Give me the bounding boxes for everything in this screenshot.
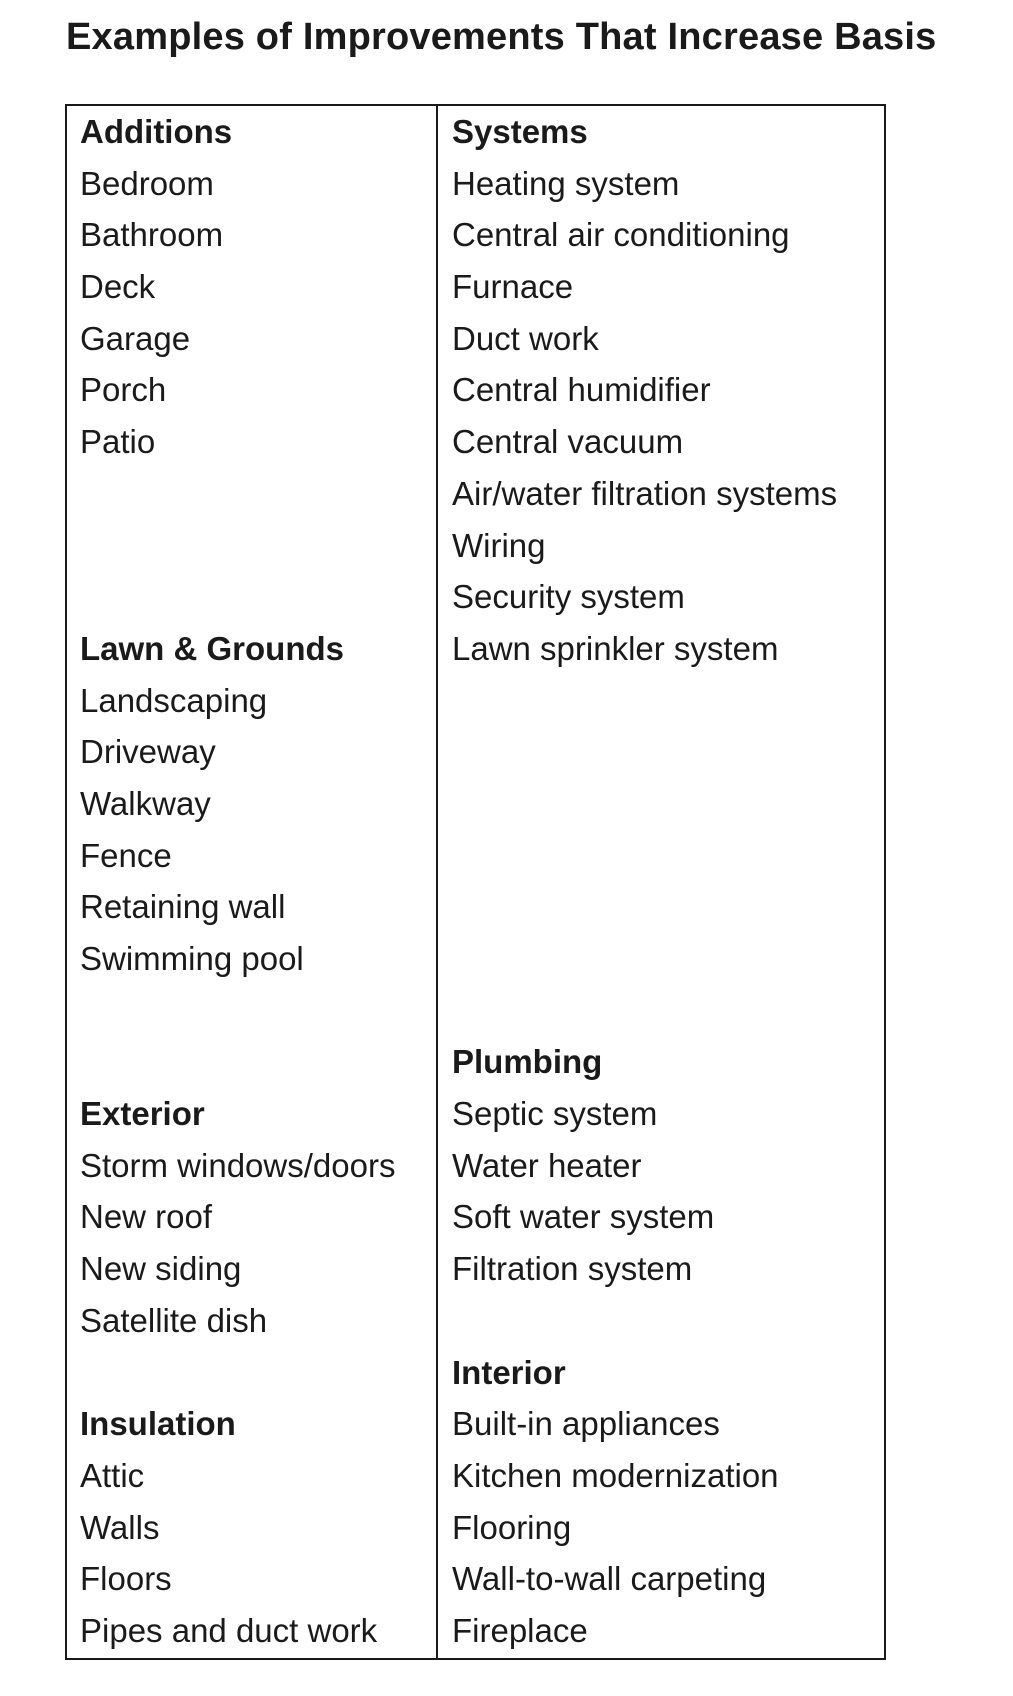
list-item: Satellite dish — [80, 1301, 268, 1339]
list-item: Patio — [80, 423, 156, 461]
list-item: Septic system — [452, 1095, 658, 1133]
section-heading: Insulation — [80, 1405, 236, 1443]
column-divider — [436, 104, 438, 1660]
list-item: Central air conditioning — [452, 216, 790, 254]
section-heading: Systems — [452, 113, 588, 150]
list-item: Deck — [80, 268, 156, 306]
list-item: Storm windows/doors — [80, 1146, 396, 1184]
section-heading: Lawn & Grounds — [80, 629, 344, 667]
list-item: Security system — [452, 578, 685, 616]
list-item: Central vacuum — [452, 423, 684, 461]
empty-cell — [452, 881, 880, 933]
section-heading: Plumbing — [452, 1043, 603, 1081]
list-item: Furnace — [452, 268, 574, 306]
empty-cell — [80, 1347, 432, 1399]
page-title: Examples of Improvements That Increase Basis — [66, 16, 937, 58]
list-item: Wall-to-wall carpeting — [452, 1560, 767, 1598]
section-heading: Interior — [452, 1353, 566, 1391]
list-item: Attic — [80, 1456, 145, 1494]
list-item: Walkway — [80, 784, 211, 822]
list-item: Bedroom — [80, 164, 214, 202]
section-heading: Exterior — [80, 1095, 205, 1133]
list-item: Flooring — [452, 1508, 572, 1546]
section-heading: Additions — [80, 113, 233, 150]
list-item: Duct work — [452, 319, 599, 357]
list-item: Kitchen modernization — [452, 1456, 779, 1494]
list-item: Filtration system — [452, 1250, 693, 1288]
list-item: Fireplace — [452, 1611, 588, 1649]
empty-cell — [452, 985, 880, 1037]
list-item: Fence — [80, 836, 172, 874]
list-item: Soft water system — [452, 1198, 715, 1236]
empty-cell — [452, 933, 880, 985]
empty-cell — [452, 726, 880, 778]
list-item: Floors — [80, 1560, 172, 1598]
empty-cell — [452, 1295, 880, 1347]
list-item: Retaining wall — [80, 888, 286, 926]
empty-cell — [80, 520, 432, 572]
list-item: Garage — [80, 319, 191, 357]
list-item: Porch — [80, 371, 167, 409]
empty-cell — [80, 571, 432, 623]
list-item: Central humidifier — [452, 371, 711, 409]
list-item: Bathroom — [80, 216, 224, 254]
list-item: Walls — [80, 1508, 160, 1546]
list-item: Wiring — [452, 526, 546, 564]
list-item: Pipes and duct work — [80, 1611, 378, 1649]
right-column — [452, 106, 880, 1657]
list-item: Built-in appliances — [452, 1405, 720, 1443]
list-item: Swimming pool — [80, 940, 304, 977]
list-item: New roof — [80, 1198, 213, 1236]
list-item: Water heater — [452, 1146, 642, 1184]
empty-cell — [452, 778, 880, 830]
empty-cell — [452, 675, 880, 727]
list-item: Heating system — [452, 164, 680, 202]
list-item: New siding — [80, 1250, 242, 1288]
empty-cell — [452, 830, 880, 882]
list-item: Landscaping — [80, 681, 268, 719]
empty-cell — [80, 1036, 432, 1088]
empty-cell — [80, 985, 432, 1037]
left-column — [80, 106, 432, 1657]
list-item: Driveway — [80, 733, 216, 771]
empty-cell — [80, 468, 432, 520]
list-item: Air/water filtration systems — [452, 474, 838, 512]
list-item: Lawn sprinkler system — [452, 629, 779, 667]
